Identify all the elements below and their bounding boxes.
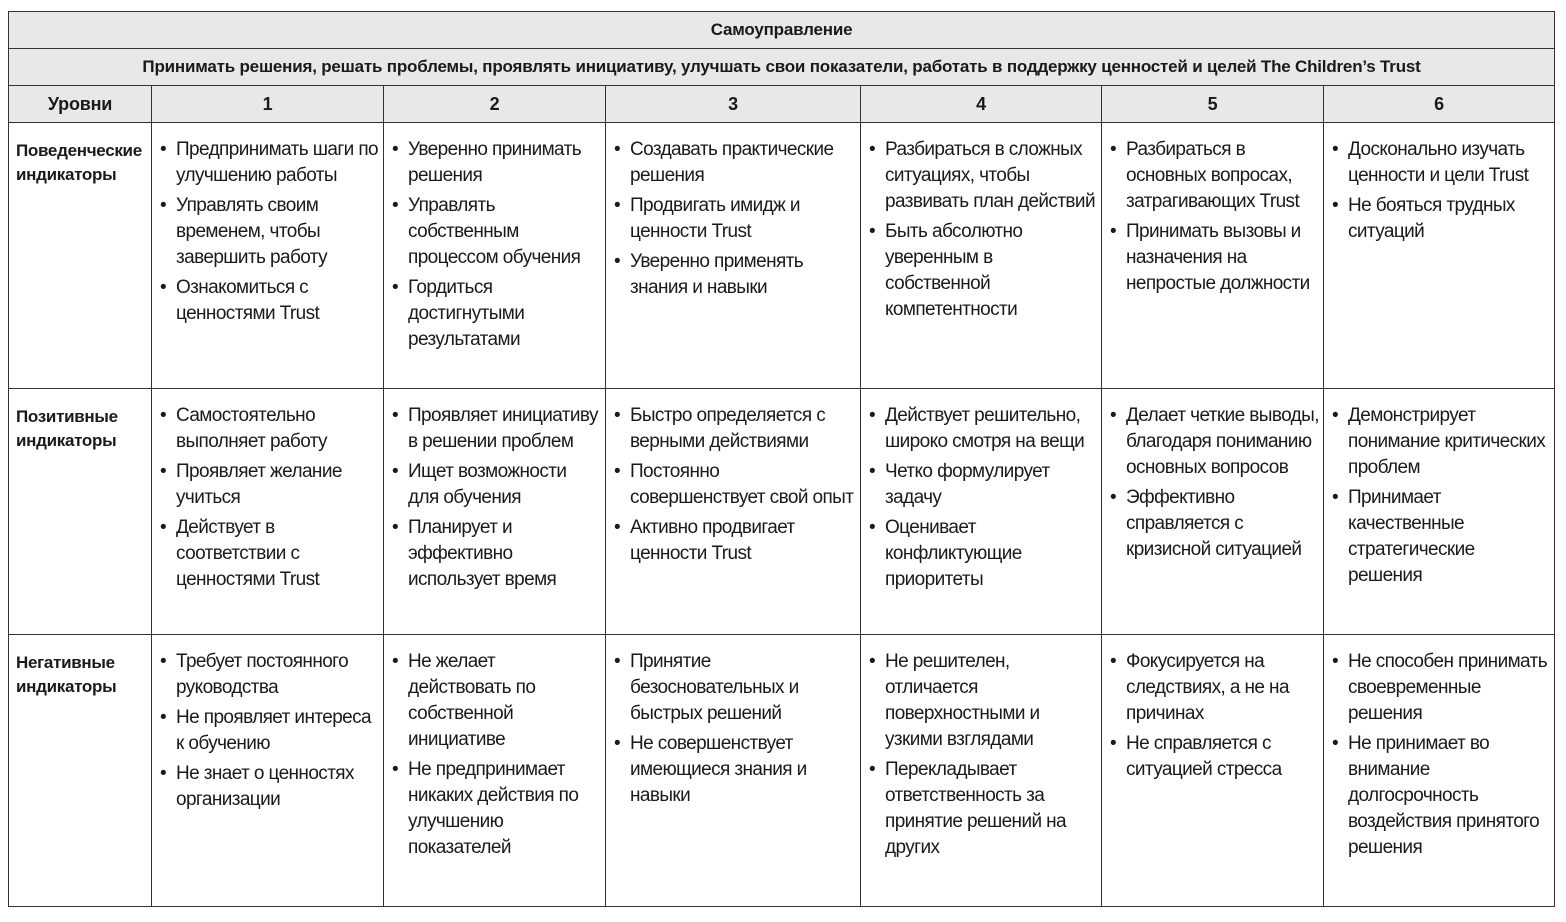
levels-header-row [9,86,1555,123]
indicator-list [614,137,856,301]
list-item: • Гордиться достигнутыми результатами [392,275,601,353]
list-item: • Не справляется с ситуацией стресса [1110,731,1319,783]
indicator-cell [384,123,606,389]
indicator-list [1332,403,1550,589]
level-header: 1 [152,86,384,123]
level-header: 5 [1102,86,1324,123]
table-title: Самоуправление [9,12,1555,49]
list-item: • Досконально изучать ценности и цели Trust [1332,137,1550,189]
list-item: • Проявляет инициативу в решении проблем [392,403,601,455]
list-item: • Ознакомиться с ценностями Trust [160,275,379,327]
indicator-list [392,137,601,353]
indicator-list [160,649,379,813]
indicator-cell [1324,635,1555,907]
indicator-cell [384,389,606,635]
list-item: • Быстро определяется с верными действиями [614,403,856,455]
indicator-list [869,137,1097,323]
indicator-list [1332,137,1550,245]
list-item: • Не принимает во внимание долгосрочность воздействия принятого решения [1332,731,1550,861]
list-item: • Не желает действовать по собственной инициативе [392,649,601,753]
list-item: • Требует постоянного руководства [160,649,379,701]
list-item: • Демонстрирует понимание критических проблем [1332,403,1550,481]
list-item: • Разбираться в основных вопросах, затрагивающих Trust [1110,137,1319,215]
list-item: • Не совершенствует имеющиеся знания и навыки [614,731,856,809]
indicator-list [614,649,856,809]
list-item: • Принимать вызовы и назначения на непростые должности [1110,219,1319,297]
indicator-list [1110,403,1319,563]
row-label: Позитивные индикаторы [9,389,152,635]
list-item: • Проявляет желание учиться [160,459,379,511]
indicator-cell [152,635,384,907]
indicator-list [160,137,379,327]
list-item: • Не способен принимать своевременные решения [1332,649,1550,727]
list-item: • Эффективно справляется с кризисной ситуацией [1110,485,1319,563]
list-item: • Планирует и эффективно использует время [392,515,601,593]
indicator-cell [152,123,384,389]
list-item: • Продвигать имидж и ценности Trust [614,193,856,245]
indicator-cell [606,389,861,635]
indicator-list [1332,649,1550,861]
indicator-cell [606,123,861,389]
list-item: • Быть абсолютно уверенным в собственной компетентности [869,219,1097,323]
table-row [9,389,1555,635]
indicator-cell [861,389,1102,635]
table-row [9,635,1555,907]
indicator-list [1110,137,1319,297]
row-label: Поведенческие индикаторы [9,123,152,389]
indicator-cell [152,389,384,635]
list-item: • Активно продвигает ценности Trust [614,515,856,567]
list-item: • Не предпринимает никаких действия по улучшению показателей [392,757,601,861]
list-item: • Не проявляет интереса к обучению [160,705,379,757]
list-item: • Самостоятельно выполняет работу [160,403,379,455]
competency-table-container [8,11,1554,907]
indicator-list [614,403,856,567]
list-item: • Делает четкие выводы, благодаря пониманию основных вопросов [1110,403,1319,481]
level-header: 2 [384,86,606,123]
list-item: • Действует решительно, широко смотря на вещи [869,403,1097,455]
list-item: • Уверенно принимать решения [392,137,601,189]
list-item: • Управлять своим временем, чтобы завершить работу [160,193,379,271]
table-row [9,123,1555,389]
indicator-cell [1102,123,1324,389]
indicator-list [1110,649,1319,783]
indicator-cell [861,123,1102,389]
indicator-cell [861,635,1102,907]
list-item: • Не бояться трудных ситуаций [1332,193,1550,245]
level-header: 3 [606,86,861,123]
list-item: • Действует в соответствии с ценностями Trust [160,515,379,593]
indicator-cell [1324,123,1555,389]
list-item: • Не решителен, отличается поверхностными и узкими взглядами [869,649,1097,753]
indicator-list [392,649,601,861]
list-item: • Управлять собственным процессом обучения [392,193,601,271]
list-item: • Не знает о ценностях организации [160,761,379,813]
indicator-cell [1324,389,1555,635]
list-item: • Четко формулирует задачу [869,459,1097,511]
level-header: 4 [861,86,1102,123]
list-item: • Разбираться в сложных ситуациях, чтобы развивать план действий [869,137,1097,215]
levels-label: Уровни [9,86,152,123]
list-item: • Принимает качественные стратегические решения [1332,485,1550,589]
competency-table [8,11,1555,907]
level-header: 6 [1324,86,1555,123]
list-item: • Принятие безосновательных и быстрых решений [614,649,856,727]
indicator-list [392,403,601,593]
list-item: • Постоянно совершенствует свой опыт [614,459,856,511]
indicator-list [869,403,1097,593]
indicator-list [869,649,1097,861]
indicator-cell [1102,635,1324,907]
list-item: • Уверенно применять знания и навыки [614,249,856,301]
list-item: • Создавать практические решения [614,137,856,189]
indicator-list [160,403,379,593]
row-label: Негативные индикаторы [9,635,152,907]
list-item: • Ищет возможности для обучения [392,459,601,511]
indicator-cell [1102,389,1324,635]
list-item: • Предпринимать шаги по улучшению работы [160,137,379,189]
list-item: • Перекладывает ответственность за принятие решений на других [869,757,1097,861]
list-item: • Фокусируется на следствиях, а не на причинах [1110,649,1319,727]
list-item: • Оценивает конфликтующие приоритеты [869,515,1097,593]
table-subtitle: Принимать решения, решать проблемы, проявлять инициативу, улучшать свои показатели, работать в поддержку ценностей и целей The Children’s Trust [9,49,1555,86]
indicator-cell [384,635,606,907]
indicator-cell [606,635,861,907]
